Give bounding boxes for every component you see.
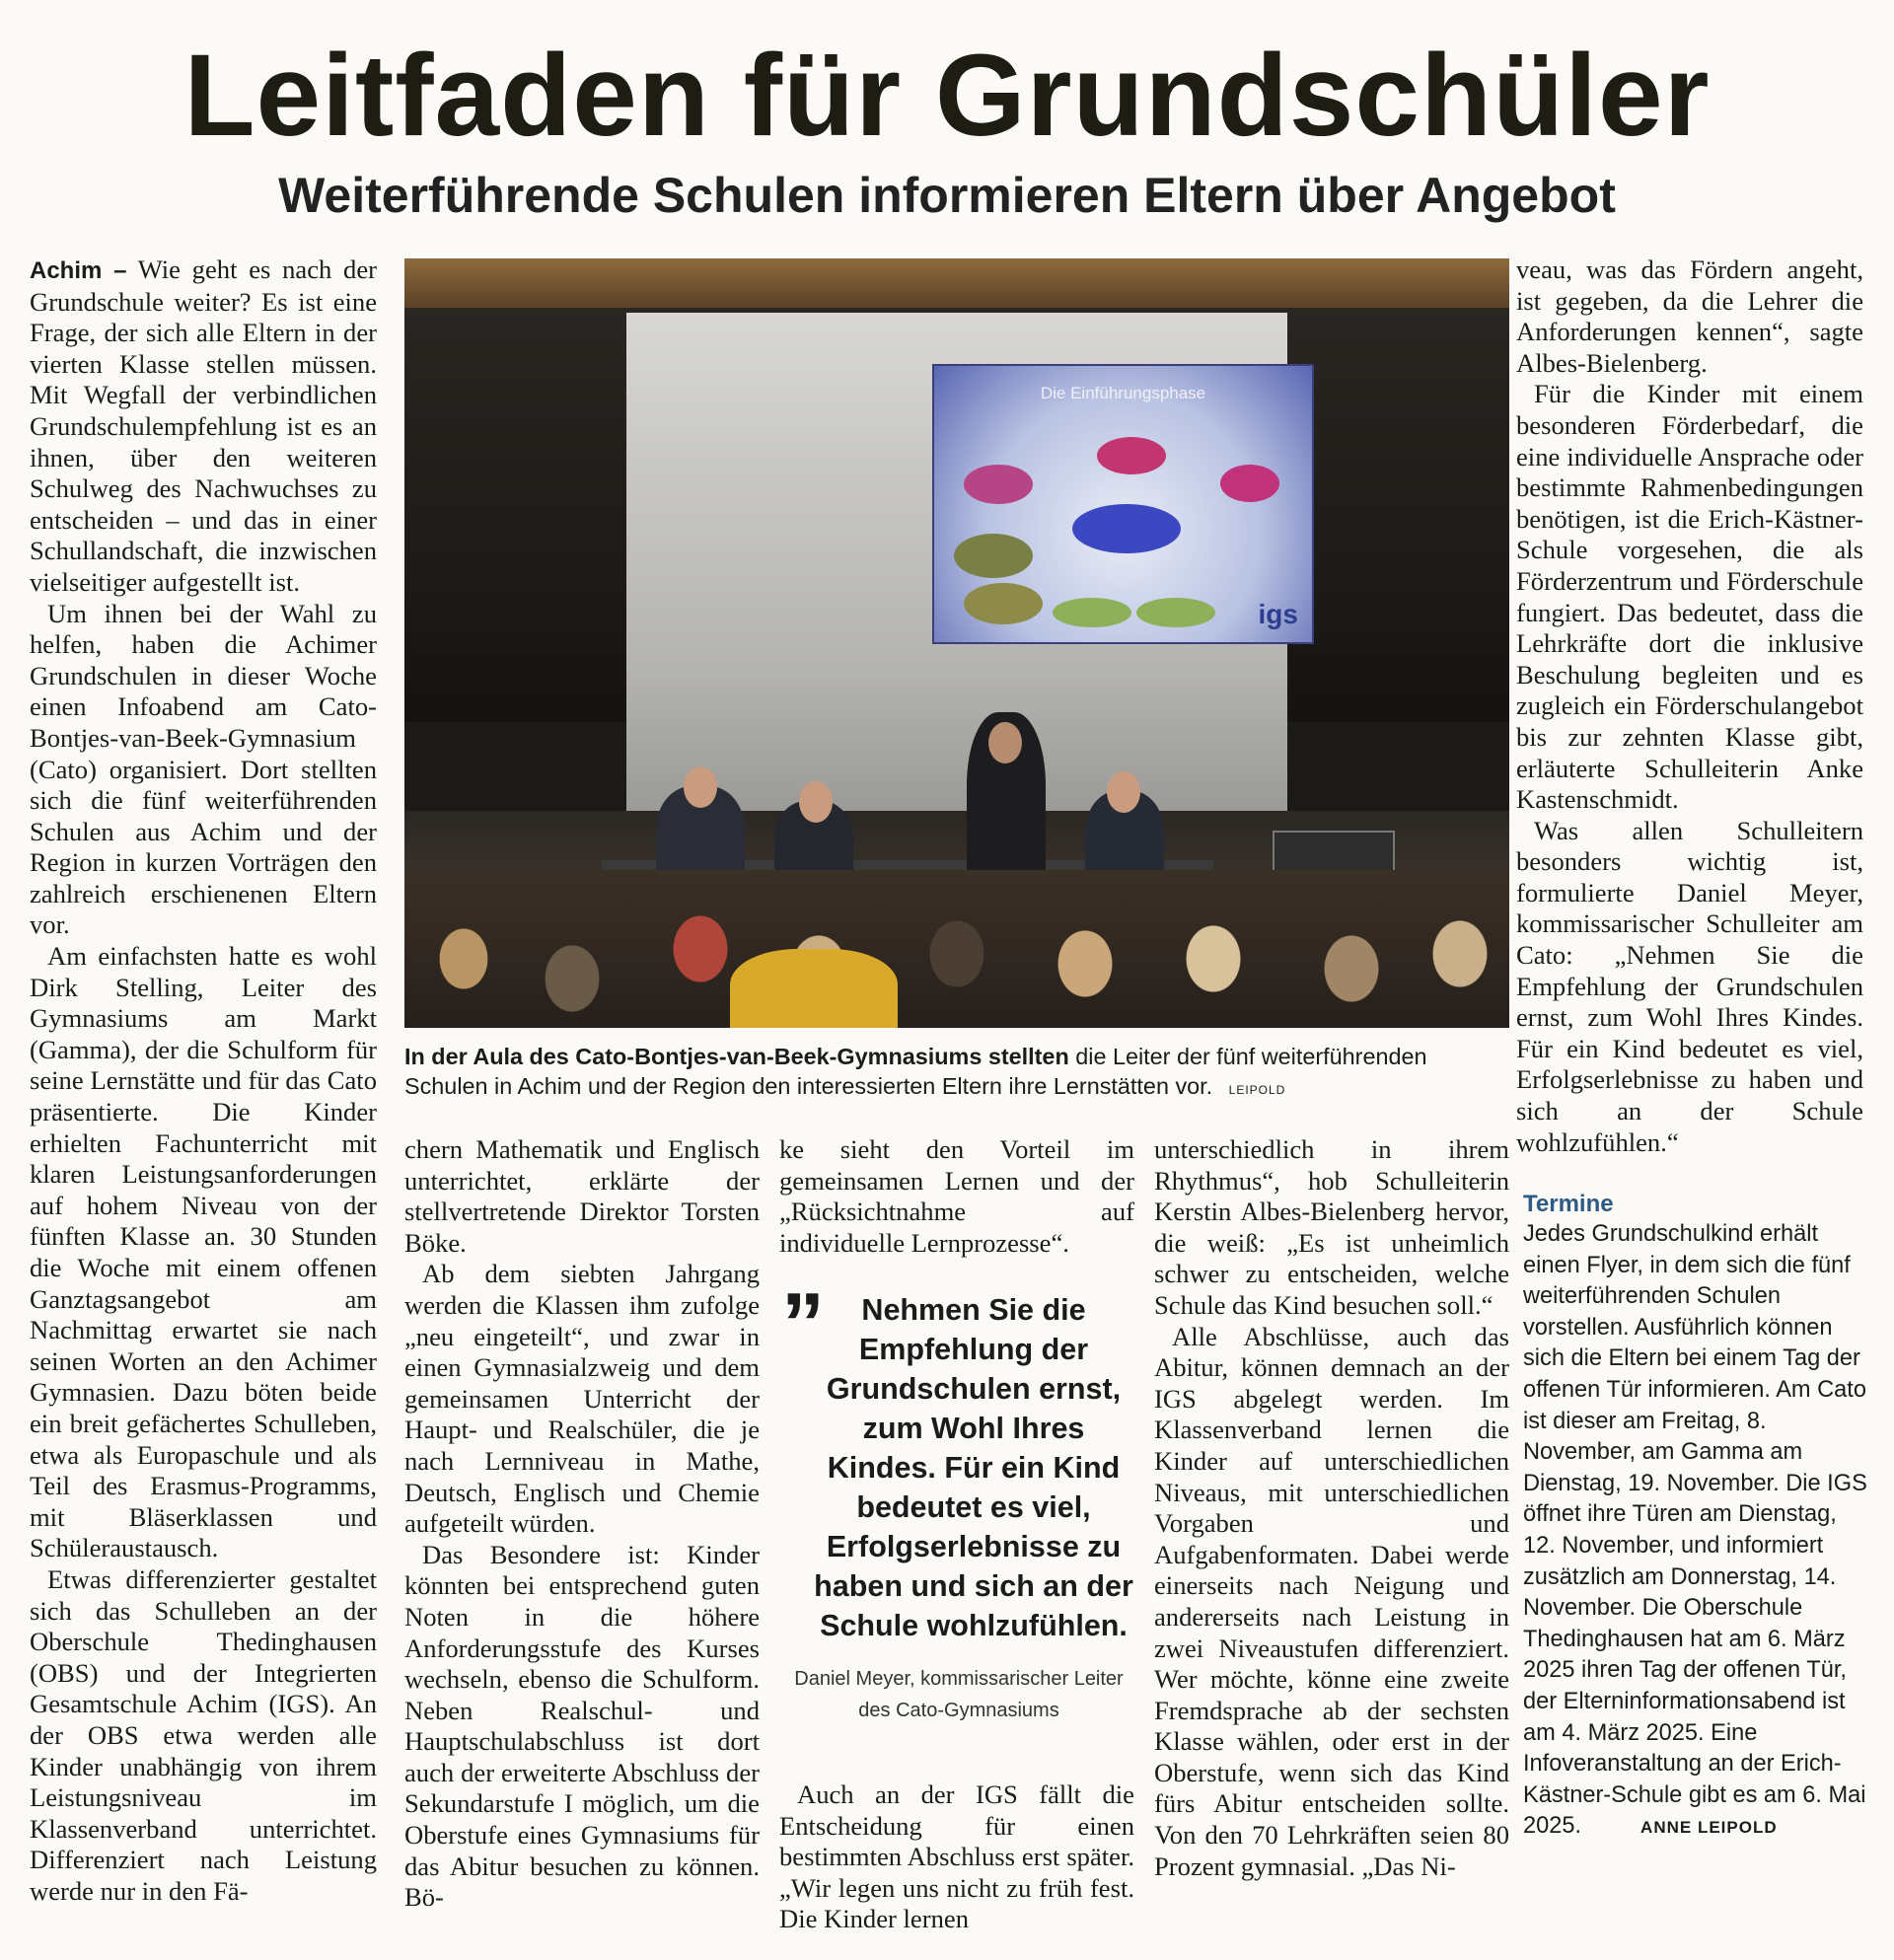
- speaker-head: [799, 781, 833, 823]
- article-paragraph: Das Besondere ist: Kinder könnten bei entsprechend guten Noten in die höhere Anforderungsstufe des Kurses wechseln, ebenso die Schulform. Neben Realschul- und Hauptschulabschluss ist dort auch der erweiterte Abschluss der Sekundarstufe I möglich, um die Oberstufe eines Gymnasiums für das Abitur besuchen zu können. Bö-: [404, 1539, 760, 1913]
- article-paragraph: Für die Kinder mit einem besonderen Förderbedarf, die eine individuelle Ansprache oder bestimmte Rahmenbedingungen benötigen, ist die Erich-Kästner-Schule vorgesehen, die als Förderzentrum und Förderschule fungiert. Das bedeutet, dass die Lehrkräfte dort die inklusive Beschulung begleiten und es zugleich ein Förderschulangebot bis zur zehnten Klasse gibt, erläuterte Schulleiterin Anke Kastenschmidt.: [1516, 379, 1863, 815]
- article-paragraph: [30, 254, 377, 599]
- article-paragraph: chern Mathematik und Englisch unterrichtet, erklärte der stellvertretende Direktor Torsten Böke.: [404, 1134, 760, 1258]
- article-column-2: [404, 1134, 760, 1914]
- article-paragraph: Ab dem siebten Jahrgang werden die Klassen ihm zufolge „neu eingeteilt“, und zwar in einen Gymnasialzweig und dem gemeinsamen Unterricht der Haupt- und Realschüler, die je nach Lernniveau in Mathe, Deutsch, Englisch und Chemie aufgeteilt würden.: [404, 1259, 760, 1539]
- caption-lead: In der Aula des Cato-Bontjes-van-Beek-Gymnasiums stellten: [404, 1044, 1069, 1069]
- slide-bubble: [1136, 598, 1215, 627]
- speaker-head: [684, 766, 717, 808]
- slide-title: Die Einführungsphase: [1040, 384, 1206, 402]
- audience-member-yellow: [730, 949, 898, 1028]
- slide-bubble: [1097, 437, 1166, 474]
- article-paragraph: Auch an der IGS fällt die Entscheidung für einen bestimmten Abschluss erst später. „Wir legen uns nicht zu früh fest. Die Kinder lernen: [779, 1779, 1134, 1934]
- article-paragraph: veau, was das Fördern angeht, ist gegeben, da die Lehrer die Anforderungen kennen“, sagte Albes-Bielenberg.: [1516, 254, 1863, 378]
- pull-quote: [781, 1274, 1136, 1726]
- slide-bubble: [1220, 465, 1279, 502]
- article-column-4: [1154, 1134, 1509, 1882]
- headline: Leitfaden für Grundschüler: [183, 31, 1711, 161]
- article-paragraph: ke sieht den Vorteil im gemeinsamen Lernen und der „Rücksichtnahme auf individuelle Lernprozesse“.: [779, 1134, 1134, 1258]
- photo-ceiling: [404, 258, 1509, 308]
- presenter-head: [988, 722, 1022, 763]
- slide-bubble: [1053, 598, 1131, 627]
- article-paragraph: Alle Abschlüsse, auch das Abitur, können demnach an der IGS abgelegt werden. Im Klassenverband lernen die Kinder auf unterschiedlichen Niveaus, mit unterschiedlichen Vorgaben und Aufgabenformaten. Dabei werde einerseits nach Neigung und andererseits nach Leistung in zwei Niveaustufen differenziert. Wer möchte, könne eine zweite Fremdsprache ab der sechsten Klasse wählen, oder erst in der Oberstufe, wenn sich das Kind fürs Abitur entscheiden sollte. Von den 70 Lehrkräften seien 80 Prozent gymnasial. „Das Ni-: [1154, 1321, 1509, 1881]
- dateline: Achim –: [30, 257, 127, 284]
- pull-quote-text: Nehmen Sie die Empfehlung der Grundschulen ernst, zum Wohl Ihres Kindes. Für ein Kind bedeutet es viel, Erfolgserlebnisse zu haben und sich an der Schule wohlzufühlen.: [814, 1293, 1133, 1642]
- article-paragraph: Etwas differenzierter gestaltet sich das Schulleben an der Oberschule Thedinghausen (OBS) und der Integrierten Gesamtschule Achim (IGS). An der OBS etwa werden alle Kinder unabhängig von ihrem Leistungsniveau im Klassenverband unterrichtet. Differenziert nach Leistung werde nur in den Fä-: [30, 1563, 377, 1906]
- igs-logo: igs: [1258, 599, 1298, 629]
- article-column-right: [1516, 254, 1863, 1158]
- subheadline: Weiterführende Schulen informieren Eltern über Angebot: [278, 168, 1616, 223]
- article-column-3-bottom: [779, 1779, 1134, 1935]
- termine-box: [1523, 1190, 1870, 1844]
- article-paragraph: Am einfachsten hatte es wohl Dirk Stelling, Leiter des Gymnasiums am Markt (Gamma), der die Schulform für seine Lernstätte und für das Cato präsentierte. Die Kinder erhielten Fachunterricht mit klaren Leistungsanforderungen auf hohem Niveau von der fünften Klasse an. 30 Stunden die Woche mit einem offenen Ganztagsangebot am Nachmittag erwartet sie nach seinen Worten an den Achimer Gymnasien. Dazu böten beide ein breit gefächertes Schulleben, etwa als Europaschule und als Teil des Erasmus-Programms, mit Bläserklassen und Schüleraustausch.: [30, 941, 377, 1563]
- termine-body: [1523, 1219, 1870, 1844]
- presentation-slide: [932, 364, 1314, 644]
- article-column-left: [30, 254, 377, 1907]
- slide-bubble: [1072, 504, 1181, 553]
- slide-bubble: [954, 534, 1033, 578]
- speaker-head: [1107, 771, 1140, 813]
- quote-mark-icon: ”: [781, 1274, 825, 1372]
- article-column-3: [779, 1134, 1134, 1259]
- author-byline: ANNE LEIPOLD: [1640, 1818, 1778, 1838]
- paragraph-text: Wie geht es nach der Grundschule weiter? Es ist eine Frage, der sich alle Eltern in der vierten Klasse stellen müssen. Mit Wegfall der verbindlichen Grundschulempfehlung ist es an ihnen, über den weiteren Schulweg des Nachwuchses zu entscheiden – und das in einer Schullandschaft, die inzwischen vielseitiger aufgestellt ist.: [30, 254, 377, 597]
- article-paragraph: Um ihnen bei der Wahl zu helfen, haben die Achimer Grundschulen in dieser Woche einen Infoabend am Cato-Bontjes-van-Beek-Gymnasium (Cato) organisiert. Dort stellten sich die fünf weiterführenden Schulen aus Achim und der Region in kurzen Vorträgen den zahlreich erschienenen Eltern vor.: [30, 598, 377, 940]
- slide-bubble: [964, 465, 1033, 504]
- termine-text: Jedes Grundschulkind erhält einen Flyer, in dem sich die fünf weiterführenden Schulen vorstellen. Ausführlich können sich die Eltern bei einem Tag der offenen Tür informieren. Am Cato ist dieser am Freitag, 8. November, am Gamma am Dienstag, 19. November. Die IGS öffnet ihre Türen am Dienstag, 12. November, und informiert zusätzlich am Donnerstag, 14. November. Die Oberschule Thedinghausen hat am 6. März 2025 ihren Tag der offenen Tür, der Elterninformationsabend ist am 4. März 2025. Eine Infoveranstaltung an der Erich-Kästner-Schule gibt es am 6. Mai 2025.: [1523, 1221, 1867, 1840]
- photo-credit: LEIPOLD: [1228, 1083, 1286, 1097]
- pull-quote-attribution: Daniel Meyer, kommissarischer Leiter des Cato-Gymnasiums: [794, 1668, 1124, 1721]
- article-photo: [404, 258, 1509, 1028]
- termine-heading: Termine: [1523, 1191, 1614, 1217]
- article-paragraph: unterschiedlich in ihrem Rhythmus“, hob Schulleiterin Kerstin Albes-Bielenberg hervor, die weiß: „Es ist unheimlich schwer zu entscheiden, welche Schule das Kind besuchen soll.“: [1154, 1134, 1509, 1320]
- article-paragraph: Was allen Schulleitern besonders wichtig ist, formulierte Daniel Meyer, kommissarischer Schulleiter am Cato: „Nehmen Sie die Empfehlung der Grundschulen ernst, zum Wohl Ihres Kindes. Für ein Kind bedeutet es viel, Erfolgserlebnisse zu haben und sich an der Schule wohlzufühlen.“: [1516, 815, 1863, 1157]
- slide-bubble: [964, 583, 1043, 624]
- photo-caption: [404, 1042, 1509, 1105]
- audience: [404, 870, 1509, 1028]
- caption-text: die Leiter der fünf weiterführenden Schulen in Achim und der Region den interessierten Eltern ihre Lernstätten vor.: [404, 1044, 1427, 1099]
